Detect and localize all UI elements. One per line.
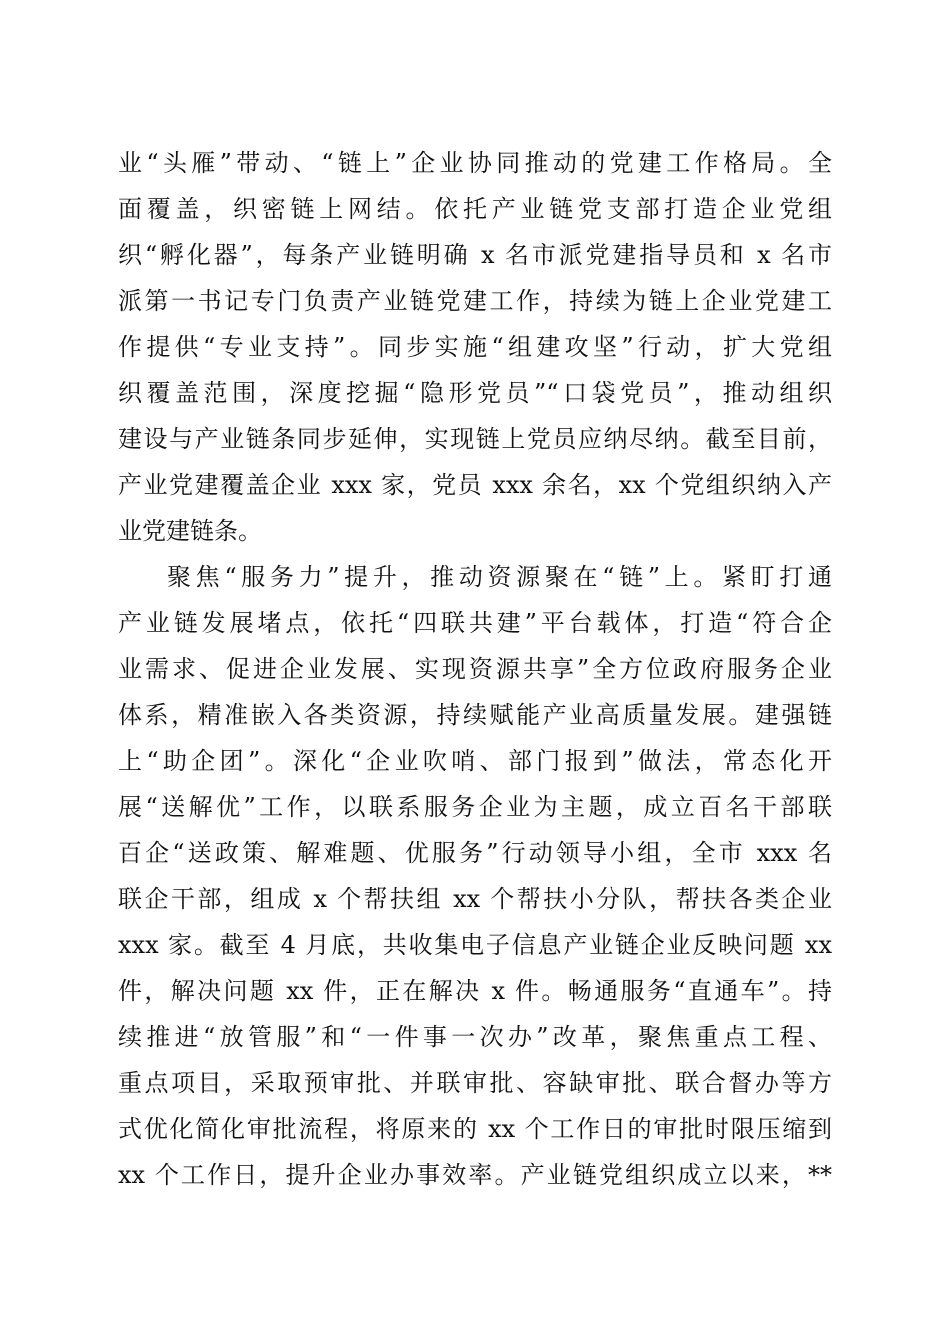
text-line: 业需求、促进企业发展、实现资源共享”全方位政府服务企业 bbox=[118, 655, 832, 683]
text-line: 业党建链条。 bbox=[118, 517, 262, 545]
paragraph-1 bbox=[118, 140, 832, 554]
text-line: 聚焦“服务力”提升，推动资源聚在“链”上。紧盯打通 bbox=[167, 563, 832, 591]
text-line: 展“送解优”工作，以联系服务企业为主题，成立百名干部联 bbox=[118, 793, 832, 821]
text-line: 产业党建覆盖企业 xxx 家，党员 xxx 余名，xx 个党组织纳入产 bbox=[118, 471, 832, 499]
text-line: 派第一书记专门负责产业链党建工作，持续为链上企业党建工 bbox=[118, 287, 832, 315]
text-line: 业“头雁”带动、“链上”企业协同推动的党建工作格局。全 bbox=[118, 149, 832, 177]
text-line: 件，解决问题 xx 件，正在解决 x 件。畅通服务“直通车”。持 bbox=[118, 977, 832, 1005]
text-line: 织“孵化器”，每条产业链明确 x 名市派党建指导员和 x 名市 bbox=[118, 241, 832, 269]
text-line: 百企“送政策、解难题、优服务”行动领导小组，全市 xxx 名 bbox=[118, 839, 832, 867]
text-line: xx 个工作日，提升企业办事效率。产业链党组织成立以来，** bbox=[118, 1161, 832, 1189]
text-line: xxx 家。截至 4 月底，共收集电子信息产业链企业反映问题 xx bbox=[118, 931, 832, 959]
text-line: 建设与产业链条同步延伸，实现链上党员应纳尽纳。截至目前， bbox=[118, 425, 832, 453]
text-line: 式优化简化审批流程，将原来的 xx 个工作日的审批时限压缩到 bbox=[118, 1115, 832, 1143]
text-line: 产业链发展堵点，依托“四联共建”平台载体，打造“符合企 bbox=[118, 609, 832, 637]
document-body bbox=[118, 140, 832, 1198]
text-line: 体系，精准嵌入各类资源，持续赋能产业高质量发展。建强链 bbox=[118, 701, 832, 729]
text-line: 面覆盖，织密链上网结。依托产业链党支部打造企业党组 bbox=[118, 195, 832, 223]
text-line: 作提供“专业支持”。同步实施“组建攻坚”行动，扩大党组 bbox=[118, 333, 832, 361]
paragraph-2 bbox=[118, 554, 832, 1198]
text-line: 织覆盖范围，深度挖掘“隐形党员”“口袋党员”，推动组织 bbox=[118, 379, 832, 407]
text-line: 联企干部，组成 x 个帮扶组 xx 个帮扶小分队，帮扶各类企业 bbox=[118, 885, 832, 913]
text-line: 上“助企团”。深化“企业吹哨、部门报到”做法，常态化开 bbox=[118, 747, 832, 775]
text-line: 重点项目，采取预审批、并联审批、容缺审批、联合督办等方 bbox=[118, 1069, 832, 1097]
text-line: 续推进“放管服”和“一件事一次办”改革，聚焦重点工程、 bbox=[118, 1023, 832, 1051]
